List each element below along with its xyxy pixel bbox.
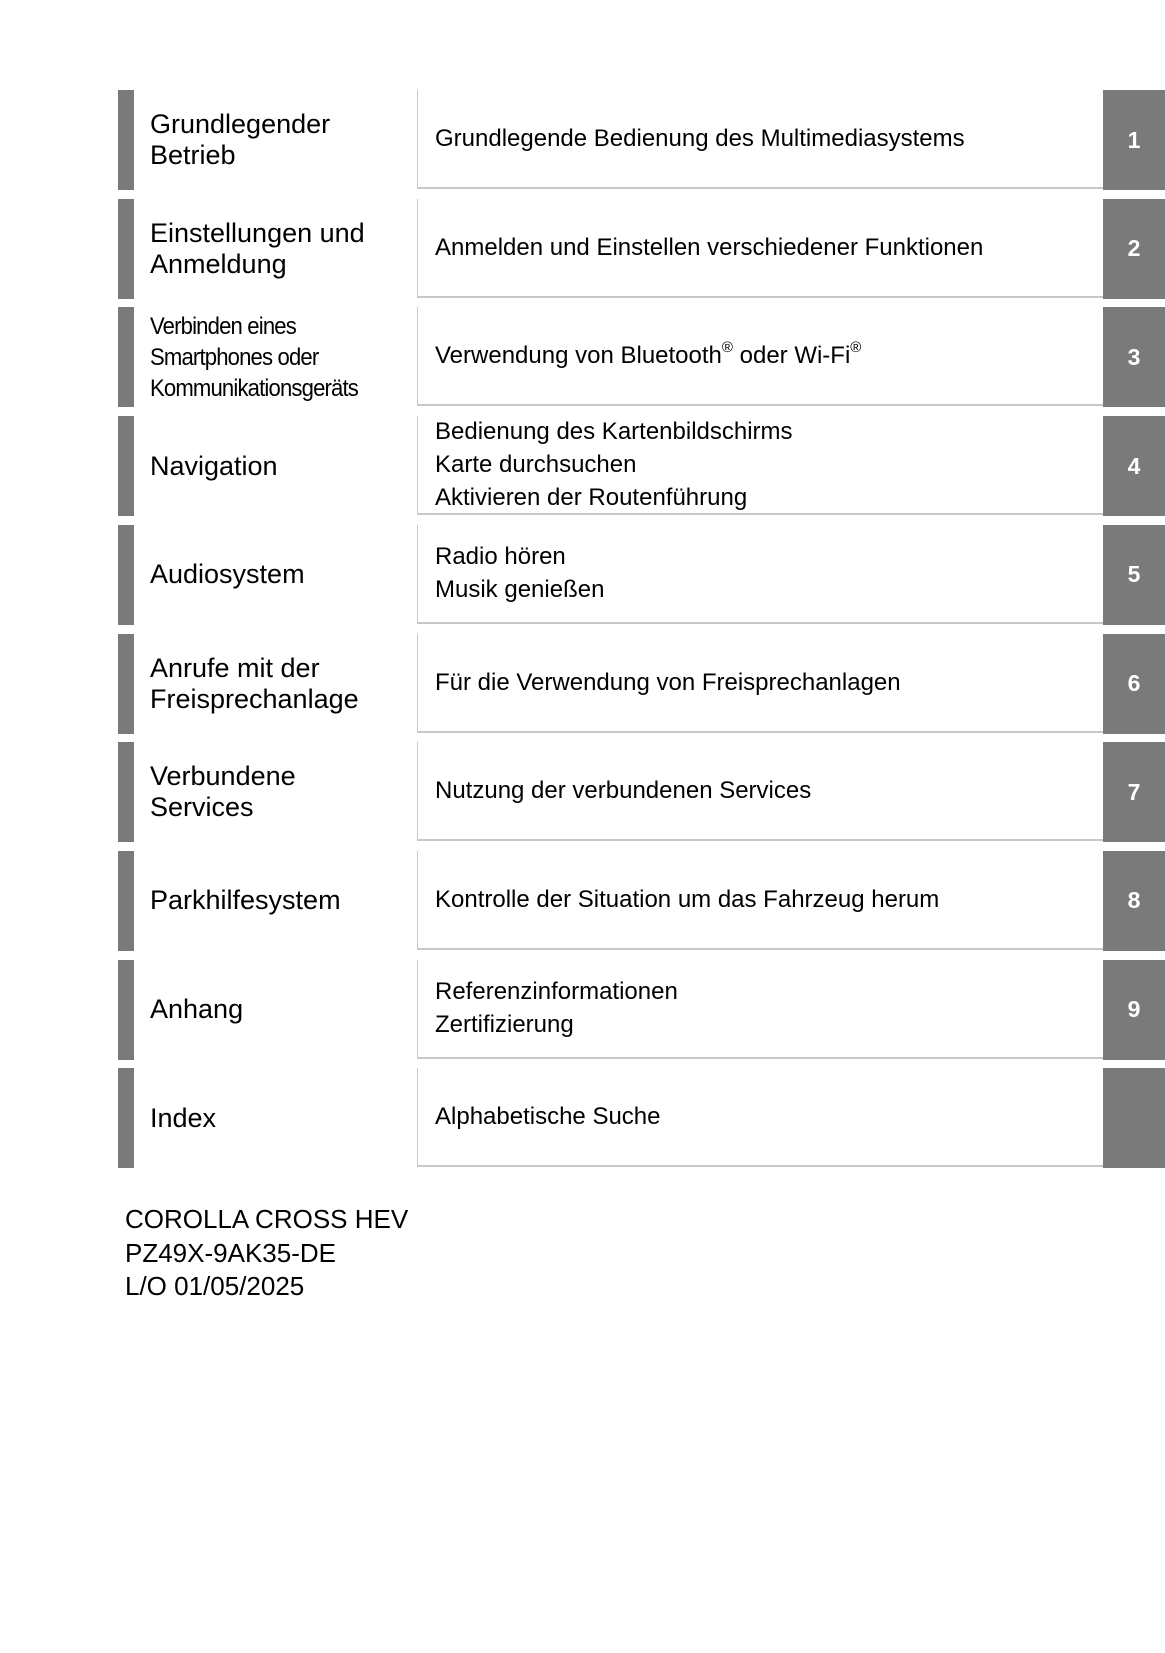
chapter-tab-index[interactable] xyxy=(1103,1068,1165,1168)
section-description-line: Radio hören xyxy=(435,543,566,571)
section-description[interactable] xyxy=(417,525,1103,624)
section-marker-bar xyxy=(118,742,134,842)
section-description[interactable] xyxy=(417,851,1103,950)
section-title[interactable] xyxy=(150,1068,410,1168)
registered-trademark-symbol: ® xyxy=(850,339,862,357)
section-description[interactable] xyxy=(417,199,1103,298)
section-title[interactable] xyxy=(150,742,410,842)
section-description-line: Musik genießen xyxy=(435,576,605,604)
section-marker-bar xyxy=(118,960,134,1060)
toc-row-verbinden-eines-smartphones[interactable] xyxy=(118,307,1165,407)
section-marker-bar xyxy=(118,416,134,516)
section-title-line: Verbundene xyxy=(150,761,296,792)
vehicle-model: COROLLA CROSS HEV xyxy=(125,1204,409,1234)
chapter-tab-7[interactable]: 7 xyxy=(1103,742,1165,842)
description-text: oder Wi-Fi xyxy=(732,342,851,370)
toc-row-anrufe-mit-der-freisprechanlage[interactable] xyxy=(118,634,1165,734)
section-title-line: Verbinden eines xyxy=(150,312,296,340)
section-title-line: Kommunikationsgeräts xyxy=(150,374,359,402)
section-description-line: Grundlegende Bedienung des Multimediasystems xyxy=(435,125,965,152)
toc-row-navigation[interactable] xyxy=(118,416,1165,516)
section-title-line: Grundlegender xyxy=(150,109,331,139)
section-description-line: Referenzinformationen xyxy=(435,978,678,1006)
section-title-line: Betrieb xyxy=(150,140,236,170)
part-number: PZ49X-9AK35-DE xyxy=(125,1237,336,1268)
section-description-line: Aktivieren der Routenführung xyxy=(435,484,748,512)
toc-row-einstellungen-und-anmeldung[interactable] xyxy=(118,199,1165,299)
toc-row-verbundene-services[interactable] xyxy=(118,742,1165,842)
section-marker-bar xyxy=(118,90,134,190)
section-description[interactable] xyxy=(417,960,1103,1059)
section-description-line: Für die Verwendung von Freisprechanlagen xyxy=(435,668,901,696)
section-title[interactable] xyxy=(150,851,410,951)
description-text: Verwendung von Bluetooth xyxy=(435,342,722,370)
section-title[interactable] xyxy=(150,199,410,299)
chapter-tab-6[interactable]: 6 xyxy=(1103,634,1165,734)
section-marker-bar xyxy=(118,851,134,951)
section-description-line: Zertifizierung xyxy=(435,1011,574,1039)
section-title[interactable] xyxy=(150,960,410,1060)
section-title[interactable] xyxy=(150,525,410,625)
toc-row-anhang[interactable] xyxy=(118,960,1165,1060)
section-description[interactable] xyxy=(417,634,1103,733)
section-title-line: Index xyxy=(150,1102,217,1133)
toc-row-grundlegender-betrieb[interactable] xyxy=(118,90,1165,190)
section-description-line: Kontrolle der Situation um das Fahrzeug herum xyxy=(435,885,940,913)
section-title-line: Anmeldung xyxy=(150,248,287,279)
section-marker-bar xyxy=(118,307,134,407)
chapter-tab-3[interactable]: 3 xyxy=(1103,307,1165,407)
chapter-tab-1[interactable]: 1 xyxy=(1103,90,1165,190)
section-marker-bar xyxy=(118,525,134,625)
chapter-tab-9[interactable]: 9 xyxy=(1103,960,1165,1060)
section-title[interactable] xyxy=(150,307,426,407)
section-marker-bar xyxy=(118,1068,134,1168)
section-title-line: Anrufe mit der xyxy=(150,652,320,683)
section-description-line: Anmelden und Einstellen verschiedener Funktionen xyxy=(435,233,984,261)
section-title-line: Smartphones oder xyxy=(150,343,319,371)
section-title-line: Anhang xyxy=(150,994,244,1025)
section-marker-bar xyxy=(118,199,134,299)
section-description-line: Bedienung des Kartenbildschirms xyxy=(435,418,793,446)
section-title-line: Freisprechanlage xyxy=(150,683,359,714)
layout-date: L/O 01/05/2025 xyxy=(125,1271,305,1301)
section-description[interactable] xyxy=(417,742,1103,841)
section-description[interactable] xyxy=(417,416,1103,515)
section-title-line: Parkhilfesystem xyxy=(150,885,341,916)
section-marker-bar xyxy=(118,634,134,734)
section-title[interactable] xyxy=(150,90,410,190)
section-description[interactable] xyxy=(417,90,1103,189)
chapter-tab-4[interactable]: 4 xyxy=(1103,416,1165,516)
section-description-line xyxy=(435,339,1103,372)
section-description[interactable] xyxy=(417,307,1103,406)
section-title[interactable] xyxy=(150,634,410,734)
chapter-tab-2[interactable]: 2 xyxy=(1103,199,1165,299)
section-title-line: Audiosystem xyxy=(150,559,305,590)
chapter-tab-8[interactable]: 8 xyxy=(1103,851,1165,951)
toc-row-index[interactable] xyxy=(118,1068,1165,1168)
section-title[interactable] xyxy=(150,416,410,516)
toc-row-audiosystem[interactable] xyxy=(118,525,1165,625)
chapter-tab-5[interactable]: 5 xyxy=(1103,525,1165,625)
section-title-line: Navigation xyxy=(150,450,278,481)
document-footer xyxy=(125,1203,408,1304)
section-description-line: Nutzung der verbundenen Services xyxy=(435,777,812,805)
section-description-line: Alphabetische Suche xyxy=(435,1103,661,1131)
section-description-line: Karte durchsuchen xyxy=(435,451,637,479)
section-description[interactable] xyxy=(417,1068,1103,1167)
toc-row-parkhilfesystem[interactable] xyxy=(118,851,1165,951)
registered-trademark-symbol: ® xyxy=(721,339,733,357)
section-title-line: Services xyxy=(150,792,254,823)
section-title-line: Einstellungen und xyxy=(150,217,365,248)
